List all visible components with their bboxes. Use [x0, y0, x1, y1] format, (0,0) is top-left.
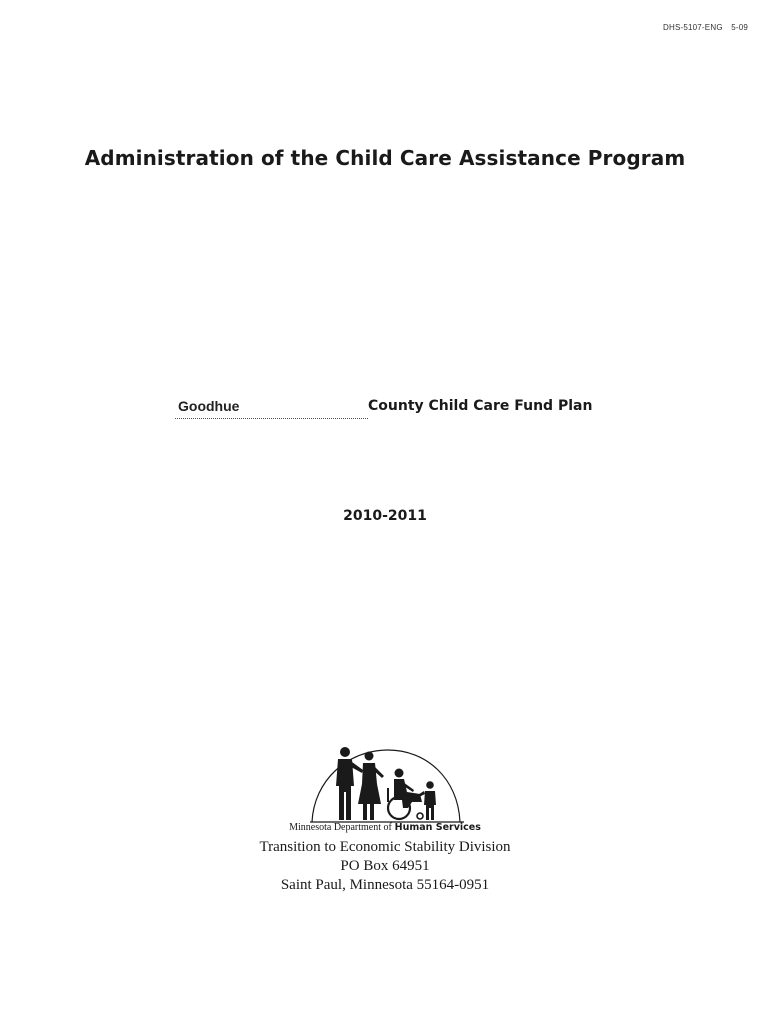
county-name-field[interactable]: [175, 395, 368, 419]
mailing-address: [0, 838, 770, 895]
document-title: Administration of the Child Care Assistance Program: [84, 146, 686, 170]
address-po-box: PO Box 64951: [340, 858, 430, 874]
department-prefix: Minnesota Department of: [289, 822, 392, 833]
county-plan-line: [175, 393, 592, 419]
department-name: [0, 822, 770, 833]
address-division: Transition to Economic Stability Division: [259, 839, 511, 855]
address-city: Saint Paul, Minnesota 55164-0951: [280, 877, 490, 893]
plan-title-suffix: County Child Care Fund Plan: [368, 398, 593, 414]
dhs-logo-icon: [308, 742, 466, 824]
form-date: 5-09: [731, 23, 748, 32]
plan-year: 2010-2011: [343, 508, 427, 524]
department-bold: Human Services: [394, 822, 481, 833]
form-number: DHS-5107-ENG: [662, 23, 723, 32]
form-code: [663, 23, 748, 32]
